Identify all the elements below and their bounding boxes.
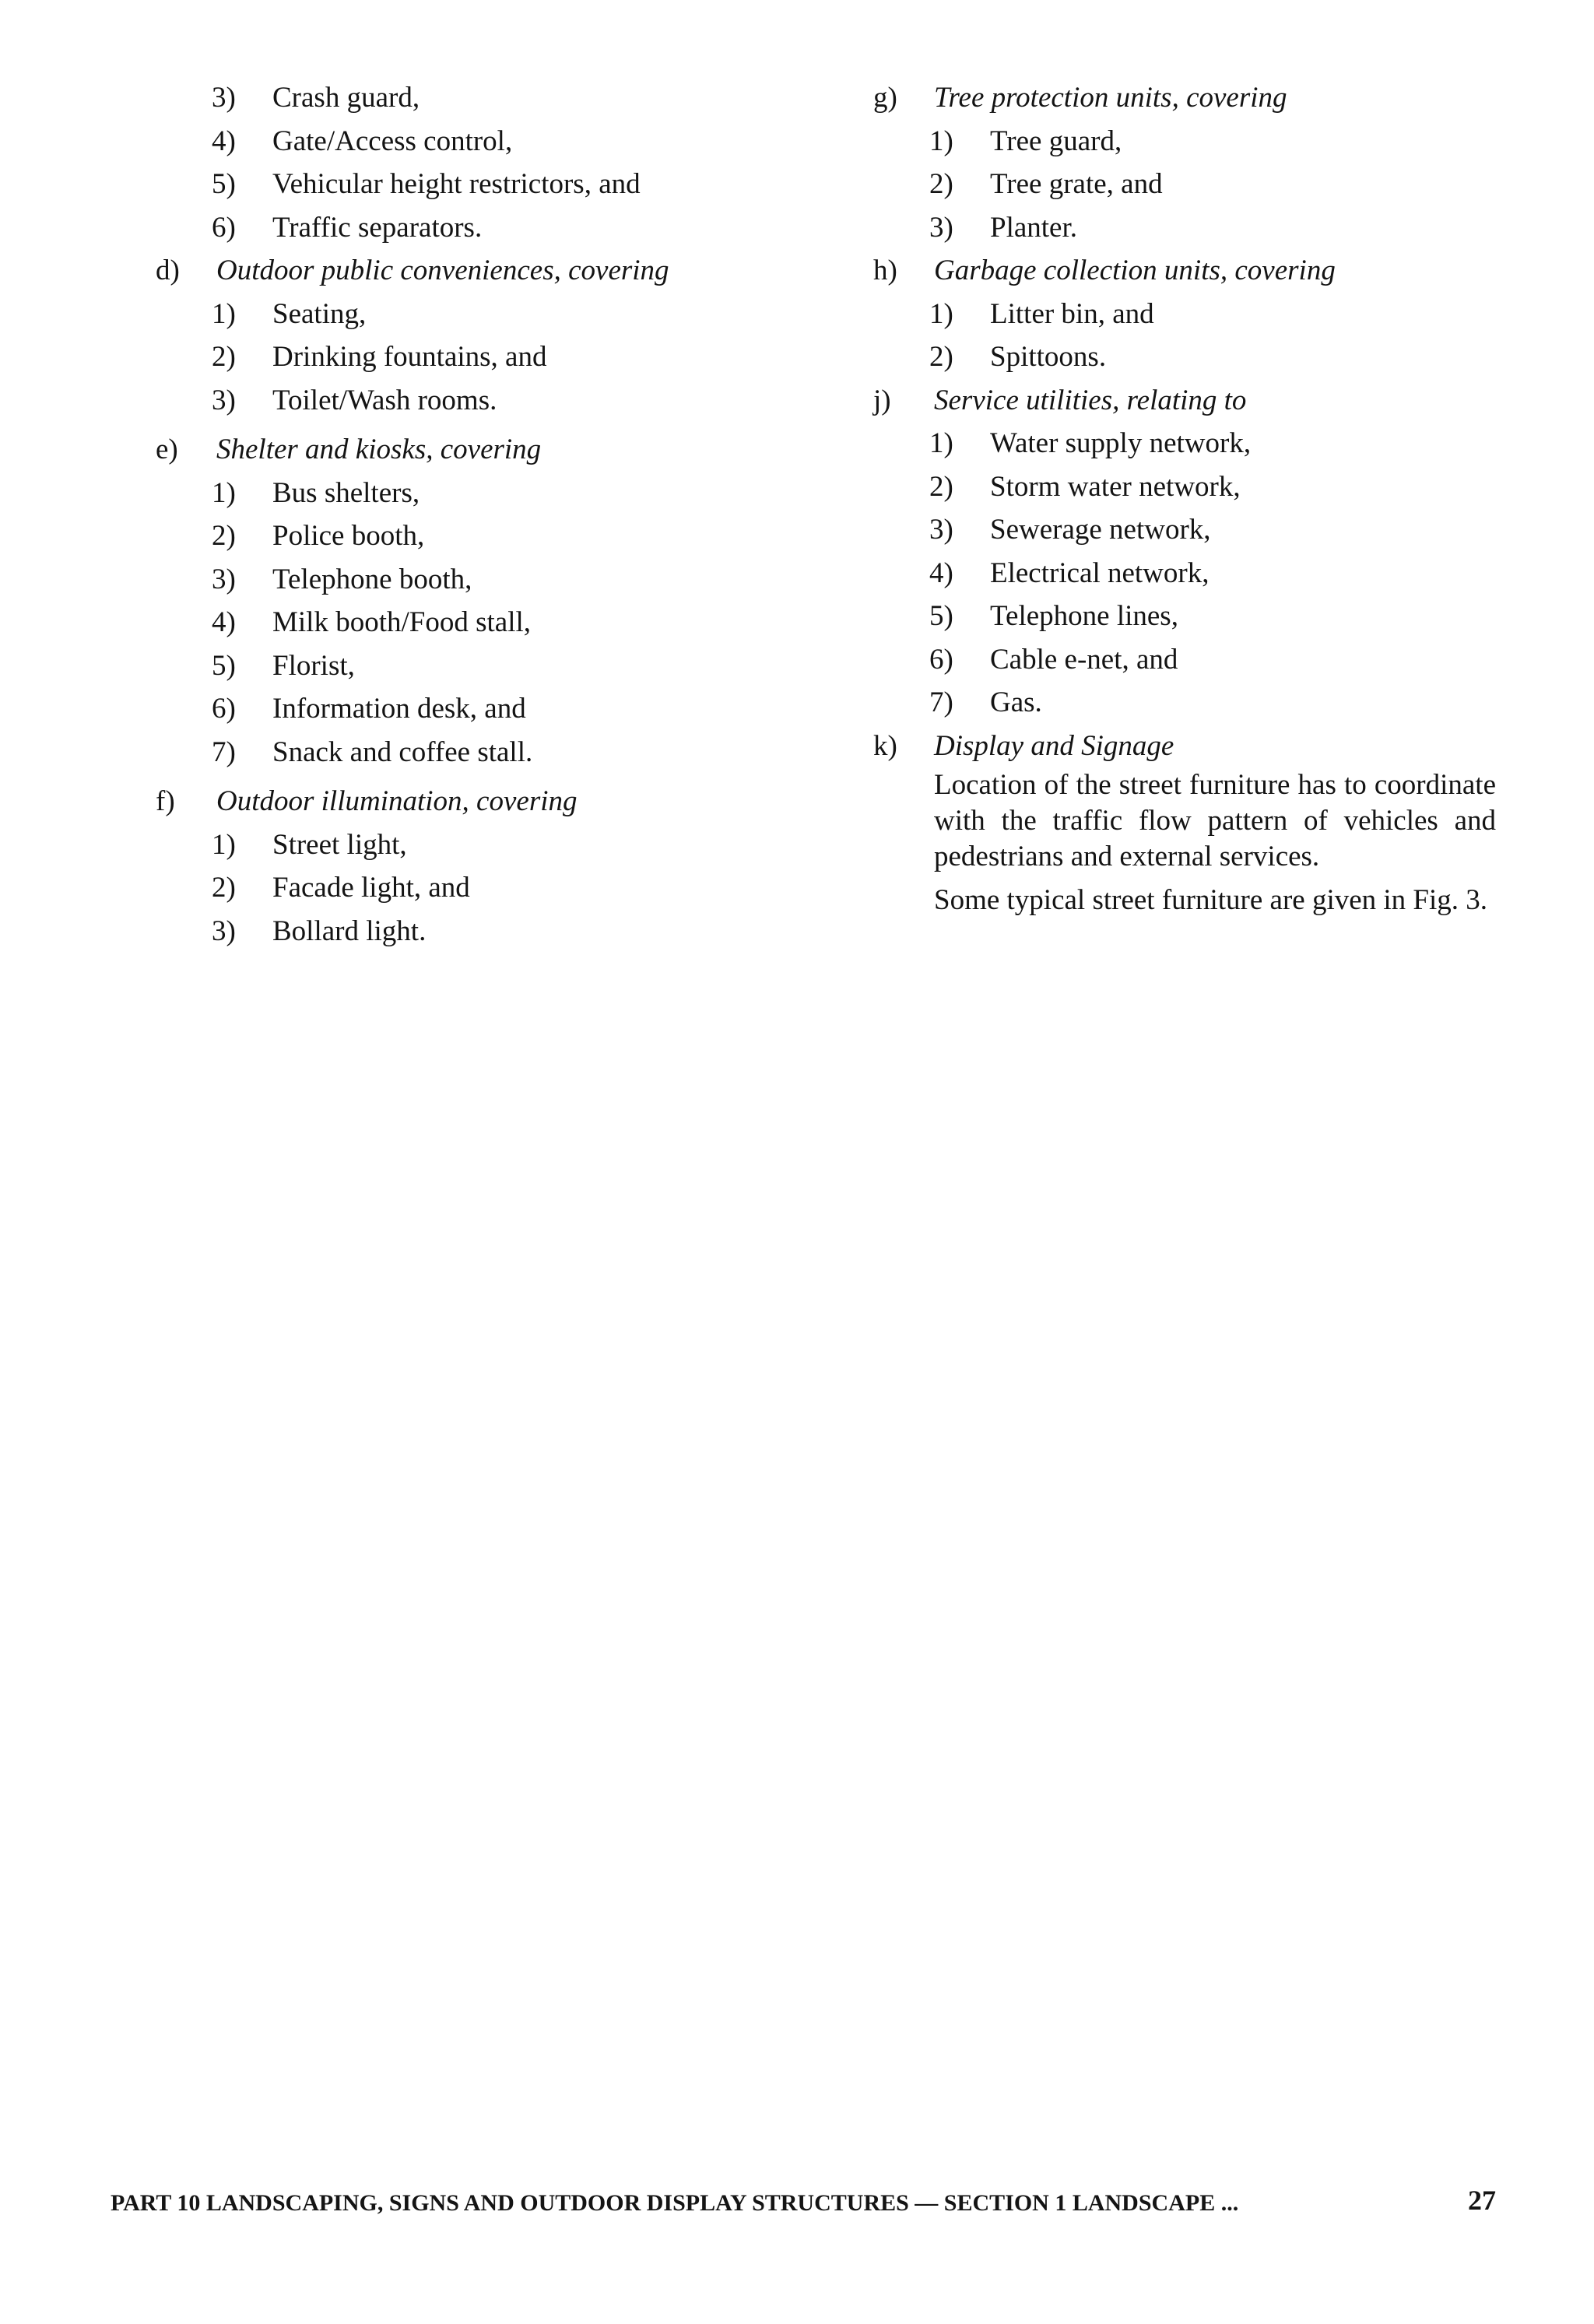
item-number: 1)	[929, 427, 953, 459]
body-paragraph: Some typical street furniture are given in Fig. 3.	[934, 884, 1488, 916]
list-item	[873, 681, 1496, 725]
item-text: Tree grate, and	[990, 168, 1163, 200]
continued-list	[156, 76, 747, 249]
section-heading	[873, 379, 1496, 423]
left-column	[156, 76, 747, 953]
item-text: Florist,	[272, 649, 355, 682]
item-number: 6)	[929, 643, 953, 676]
section-letter: k)	[873, 729, 897, 762]
item-text: Crash guard,	[272, 82, 420, 114]
item-text: Planter.	[990, 211, 1078, 244]
item-number: 2)	[212, 872, 236, 904]
item-text: Gate/Access control,	[272, 125, 513, 157]
section-letter: f)	[156, 785, 175, 817]
list-item	[873, 552, 1496, 595]
section-service-utilities	[873, 379, 1496, 725]
item-text: Milk booth/Food stall,	[272, 606, 532, 638]
item-text: Cable e-net, and	[990, 643, 1178, 676]
section-heading	[156, 428, 747, 472]
list-item	[156, 206, 747, 250]
item-text: Gas.	[990, 686, 1042, 718]
list-item	[873, 465, 1496, 509]
item-text: Litter bin, and	[990, 297, 1154, 330]
item-number: 5)	[212, 168, 236, 200]
section-heading	[873, 725, 1496, 768]
item-text: Facade light, and	[272, 872, 470, 904]
list-item	[156, 379, 747, 423]
item-number: 3)	[212, 915, 236, 947]
item-number: 4)	[212, 606, 236, 638]
item-number: 1)	[929, 125, 953, 157]
list-item	[156, 514, 747, 558]
list-item	[156, 731, 747, 774]
section-garbage-collection-units	[873, 249, 1496, 379]
item-number: 5)	[929, 600, 953, 632]
list-item	[156, 910, 747, 953]
list-item	[156, 163, 747, 206]
section-heading-text: Tree protection units, covering	[934, 82, 1287, 114]
list-item	[156, 335, 747, 379]
item-text: Tree guard,	[990, 125, 1122, 157]
list-item	[156, 293, 747, 336]
list-item	[873, 293, 1496, 336]
list-item	[873, 508, 1496, 552]
item-text: Electrical network,	[990, 556, 1210, 589]
item-number: 3)	[212, 384, 236, 416]
section-display-and-signage	[873, 725, 1496, 919]
section-heading-text: Display and Signage	[934, 729, 1174, 762]
section-heading	[873, 76, 1496, 120]
item-number: 2)	[212, 520, 236, 552]
spacer	[156, 774, 747, 780]
item-text: Information desk, and	[272, 693, 526, 725]
footer-title: PART 10 LANDSCAPING, SIGNS AND OUTDOOR DISPLAY STRUCTURES — SECTION 1 LANDSCAPE ...	[111, 2190, 1239, 2216]
list-item	[156, 823, 747, 867]
item-number: 7)	[929, 686, 953, 718]
item-text: Bus shelters,	[272, 476, 420, 509]
item-text: Snack and coffee stall.	[272, 735, 533, 768]
section-heading-text: Shelter and kiosks, covering	[216, 434, 542, 465]
section-shelter-and-kiosks	[156, 428, 747, 774]
item-number: 5)	[212, 649, 236, 682]
right-column	[873, 76, 1496, 918]
item-number: 6)	[212, 211, 236, 244]
spacer	[156, 422, 747, 428]
section-heading-text: Garbage collection units, covering	[934, 255, 1336, 286]
list-item	[156, 558, 747, 602]
item-number: 1)	[212, 297, 236, 330]
item-number: 3)	[929, 211, 953, 244]
section-letter: d)	[156, 255, 180, 286]
list-item	[156, 687, 747, 731]
list-item	[156, 644, 747, 688]
item-number: 2)	[929, 341, 953, 373]
item-text: Street light,	[272, 828, 407, 861]
item-number: 3)	[929, 514, 953, 546]
section-heading-text: Outdoor illumination, covering	[216, 785, 578, 817]
item-number: 2)	[929, 168, 953, 200]
section-outdoor-illumination	[156, 780, 747, 953]
section-heading	[873, 249, 1496, 293]
item-number: 1)	[929, 297, 953, 330]
item-number: 4)	[212, 125, 236, 157]
section-heading-text: Outdoor public conveniences, covering	[216, 255, 669, 286]
item-number: 1)	[212, 828, 236, 861]
section-heading-text: Service utilities, relating to	[934, 384, 1247, 416]
item-text: Seating,	[272, 297, 367, 330]
item-number: 3)	[212, 82, 236, 114]
item-number: 1)	[212, 476, 236, 509]
item-number: 2)	[929, 470, 953, 503]
item-text: Drinking fountains, and	[272, 341, 547, 373]
item-number: 2)	[212, 341, 236, 373]
item-number: 3)	[212, 563, 236, 595]
item-text: Vehicular height restrictors, and	[272, 168, 641, 200]
item-text: Bollard light.	[272, 915, 427, 947]
item-number: 4)	[929, 556, 953, 589]
item-text: Spittoons.	[990, 341, 1107, 373]
list-item	[873, 163, 1496, 206]
section-tree-protection-units	[873, 76, 1496, 249]
section-letter: e)	[156, 434, 178, 465]
item-text: Storm water network,	[990, 470, 1241, 503]
item-text: Water supply network,	[990, 427, 1252, 459]
list-item	[873, 422, 1496, 465]
list-item	[156, 601, 747, 644]
list-item	[873, 595, 1496, 638]
item-text: Toilet/Wash rooms.	[272, 384, 497, 416]
spacer	[873, 875, 1496, 883]
page-number: 27	[1468, 2185, 1496, 2216]
body-paragraph: Location of the street furniture has to coordinate with the traffic flow pattern of vehicles and pedestrians and external services.	[934, 769, 1496, 872]
list-item	[873, 120, 1496, 163]
list-item	[156, 76, 747, 120]
list-item	[156, 866, 747, 910]
item-text: Telephone booth,	[272, 563, 472, 595]
list-item	[156, 472, 747, 515]
item-number: 6)	[212, 693, 236, 725]
section-heading	[156, 249, 747, 293]
section-letter: h)	[873, 255, 897, 286]
item-number: 7)	[212, 735, 236, 768]
section-outdoor-public-conveniences	[156, 249, 747, 422]
section-letter: g)	[873, 82, 897, 114]
item-text: Traffic separators.	[272, 211, 483, 244]
section-heading	[156, 780, 747, 823]
section-letter: j)	[873, 384, 891, 416]
list-item	[873, 638, 1496, 682]
item-text: Police booth,	[272, 520, 425, 552]
list-item	[873, 335, 1496, 379]
list-item	[156, 120, 747, 163]
list-item	[873, 206, 1496, 250]
item-text: Sewerage network,	[990, 514, 1211, 546]
item-text: Telephone lines,	[990, 600, 1178, 632]
